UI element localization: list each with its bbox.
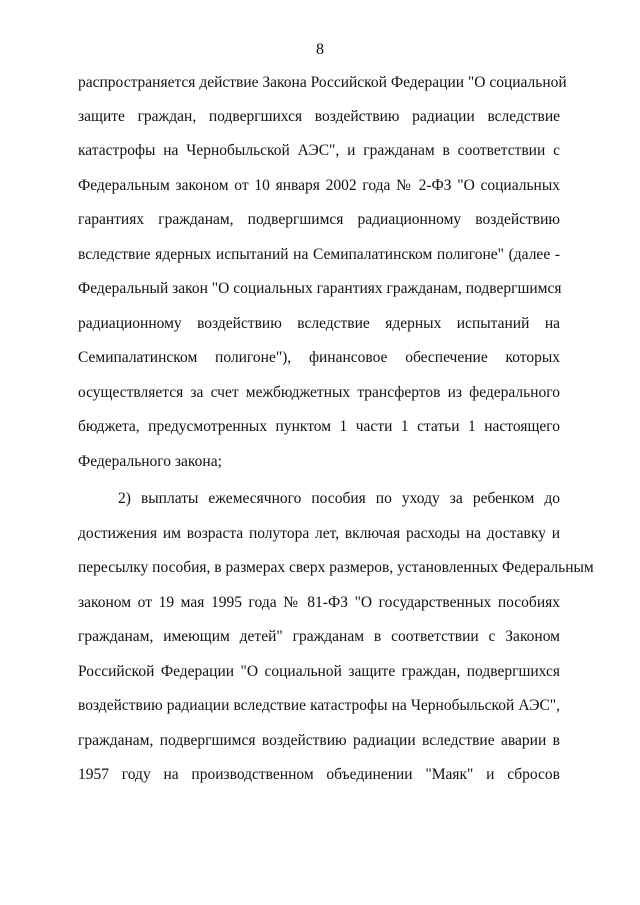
text-line: Федерального закона; [78, 453, 222, 470]
text-line: законом от 19 мая 1995 года № 81-ФЗ "О государственных пособиях [78, 594, 560, 611]
text-line: Федеральный закон "О социальных гарантиях гражданам, подвергшимся [78, 280, 562, 297]
text-line: вследствие ядерных испытаний на Семипалатинском полигоне" (далее - [78, 246, 560, 263]
text-line: достижения им возраста полутора лет, включая расходы на доставку и [78, 525, 560, 542]
text-line: 1957 году на производственном объединении "Маяк" и сбросов [78, 766, 560, 783]
text-line: распространяется действие Закона Российской Федерации "О социальной [78, 74, 567, 91]
text-line: защите граждан, подвергшихся воздействию радиации вследствие [78, 108, 560, 125]
text-line: катастрофы на Чернобыльской АЭС", и гражданам в соответствии с [78, 142, 560, 159]
text-line: бюджета, предусмотренных пунктом 1 части 1 статьи 1 настоящего [78, 418, 560, 435]
text-line: Федеральным законом от 10 января 2002 года № 2-ФЗ "О социальных [78, 177, 560, 194]
text-line: гарантиях гражданам, подвергшимся радиационному воздействию [78, 211, 560, 228]
text-line: Семипалатинском полигоне"), финансовое обеспечение которых [78, 349, 560, 366]
page-number: 8 [316, 41, 324, 58]
text-line: Российской Федерации "О социальной защите граждан, подвергшихся [78, 663, 560, 680]
text-line: осуществляется за счет межбюджетных трансфертов из федерального [78, 384, 560, 401]
text-line: 2) выплаты ежемесячного пособия по уходу за ребенком до [118, 490, 560, 507]
text-line: гражданам, подвергшимся воздействию радиации вследствие аварии в [78, 732, 560, 749]
text-line: воздействию радиации вследствие катастрофы на Чернобыльской АЭС", [78, 697, 560, 714]
text-line: пересылку пособия, в размерах сверх размеров, установленных Федеральным [78, 559, 594, 576]
text-line: гражданам, имеющим детей" гражданам в соответствии с Законом [78, 628, 560, 645]
text-line: радиационному воздействию вследствие ядерных испытаний на [78, 315, 560, 332]
